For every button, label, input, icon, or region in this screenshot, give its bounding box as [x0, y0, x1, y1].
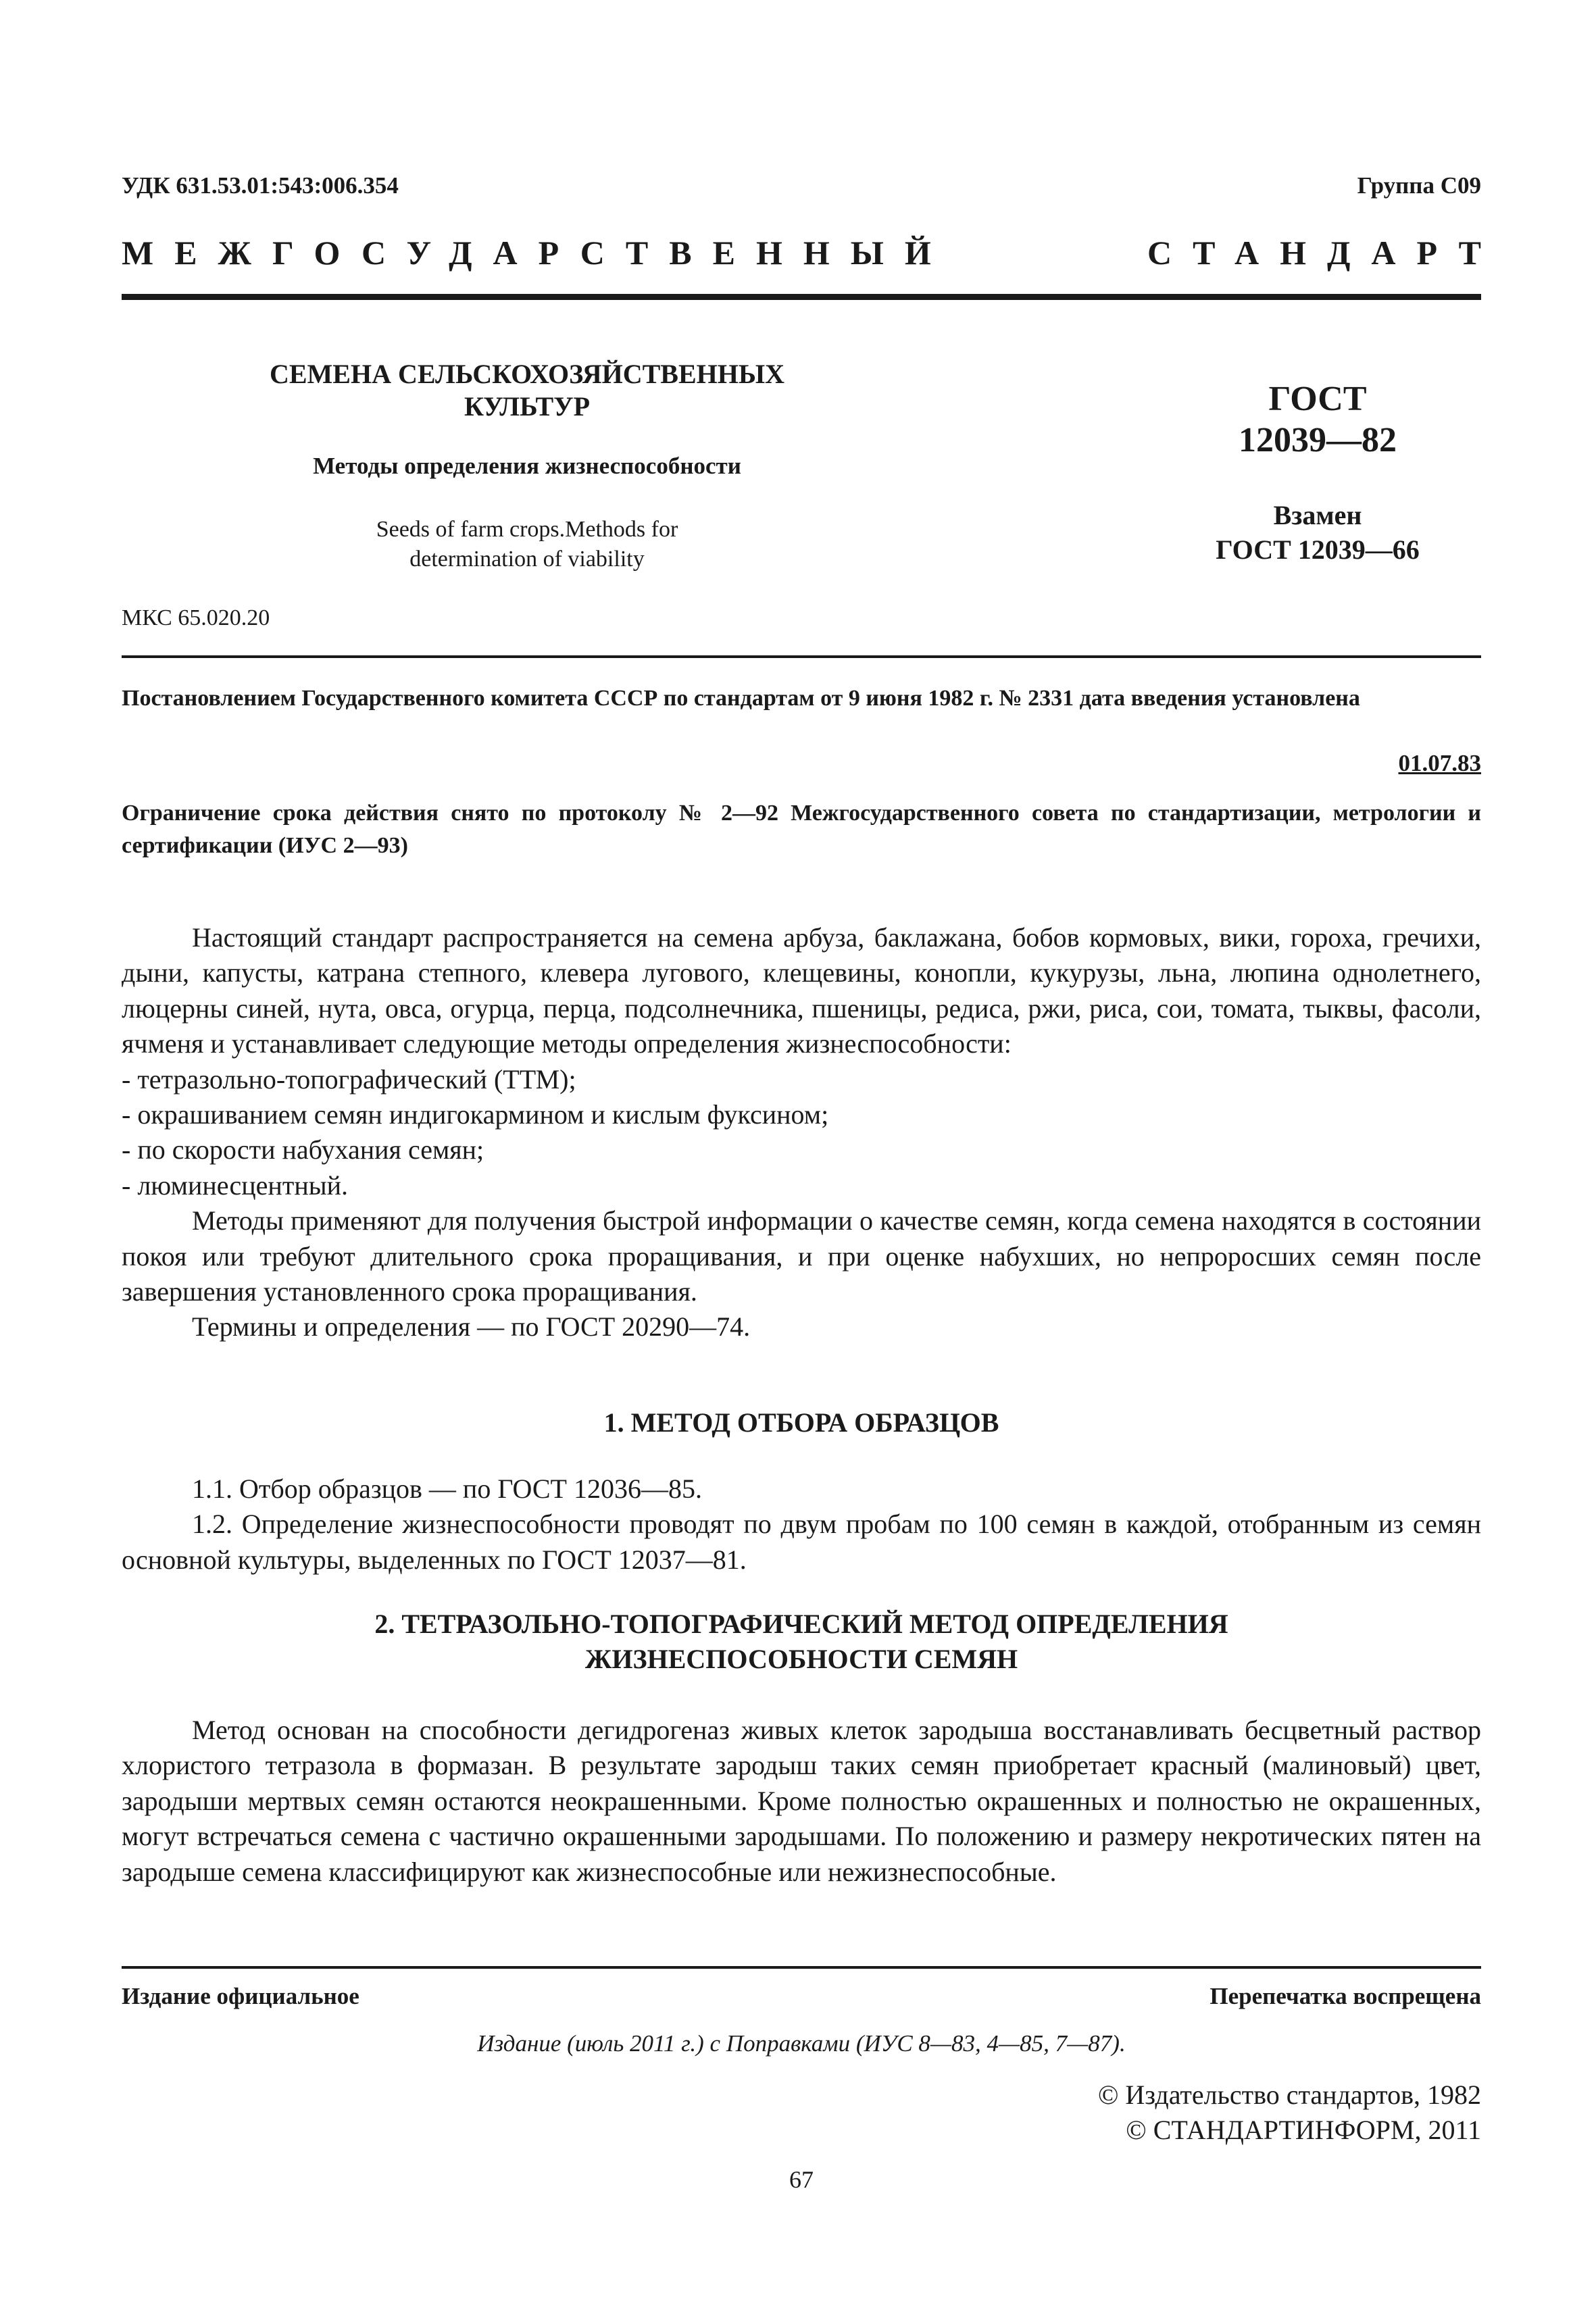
gost-designation — [1176, 378, 1460, 461]
section-2-body — [122, 1713, 1481, 1890]
methods-paragraph: Методы применяют для получения быстрой информации о качестве семян, когда семена находятся в состоянии покоя или требуют длительного срока проращивания, и при оценке набухших, но непроросших семян после завершения установленного срока проращивания. — [122, 1205, 1481, 1307]
english-title — [223, 515, 831, 574]
gost-number: 12039—82 — [1239, 421, 1397, 460]
limitation-note: Ограничение срока действия снято по протоколу № 2—92 Межгосударственного совета по стандартизации, метрологии и сертификации (ИУС 2—93) — [122, 801, 1481, 858]
page-number: 67 — [789, 2166, 814, 2193]
udk-code: УДК 631.53.01:543:006.354 — [122, 172, 399, 199]
gost-block — [1176, 378, 1460, 567]
mks-code: МКС 65.020.20 — [122, 605, 270, 630]
standard-type-right: СТАНДАРТ — [1147, 234, 1502, 272]
copyright-block — [1098, 2078, 1481, 2148]
group-code: Группа С09 — [1357, 172, 1481, 199]
list-item: - окрашиванием семян индигокармином и кислым фуксином; — [122, 1099, 829, 1130]
replaces-label: Взамен — [1273, 499, 1362, 530]
english-title-line1: Seeds of farm crops.Methods for — [376, 517, 678, 542]
section-2-title — [122, 1607, 1481, 1677]
decree-text: Постановлением Государственного комитета СССР по стандартам от 9 июня 1982 г. № 2331 дата введения установлена — [122, 686, 1360, 711]
clause-1-1: 1.1. Отбор образцов — по ГОСТ 12036—85. — [192, 1474, 702, 1504]
standard-type-left: МЕЖГОСУДАРСТВЕННЫЙ — [122, 234, 952, 272]
title-block — [223, 358, 831, 574]
copyright-line1: © Издательство стандартов, 1982 — [1097, 2080, 1481, 2110]
list-item: - тетразольно-топографический (ТТМ); — [122, 1063, 576, 1095]
intro-section — [122, 920, 1481, 1345]
list-item: - по скорости набухания семян; — [122, 1134, 484, 1165]
document-subtitle: Методы определения жизнеспособности — [313, 453, 741, 479]
section-2-title-line2: ЖИЗНЕСПОСОБНОСТИ СЕМЯН — [584, 1644, 1018, 1674]
footer-rule — [122, 1966, 1481, 1969]
section-1-body — [122, 1472, 1481, 1578]
title-rule — [122, 655, 1481, 658]
header-rule — [122, 294, 1481, 300]
method-paragraph: Метод основан на способности дегидрогеназ живых клеток зародыша восстанавливать бесцветный раствор хлористого тетразола в формазан. В результате зародыш таких семян приобретает красный (малиновый) цвет, зародыши мертвых семян остаются неокрашенными. Кроме полностью окрашенных и полностью не окрашенных, могут встречаться семена с частично окрашенными зародышами. По положению и размеру некротических пятен на зародыше семена классифицируют как жизнеспособные или нежизнеспособные. — [122, 1715, 1481, 1887]
edition-note: Издание (июль 2011 г.) с Поправками (ИУС 8—83, 4—85, 7—87). — [477, 2030, 1126, 2057]
gost-label: ГОСТ — [1268, 380, 1367, 418]
copyright-line2: © СТАНДАРТИНФОРМ, 2011 — [1126, 2115, 1481, 2145]
clause-1-2: 1.2. Определение жизнеспособности проводят по двум пробам по 100 семян в каждой, отобранным из семян основной культуры, выделенных по ГОСТ 12037—81. — [122, 1509, 1481, 1575]
english-title-line2: determination of viability — [409, 547, 645, 572]
intro-paragraph: Настоящий стандарт распространяется на семена арбуза, баклажана, бобов кормовых, вики, гороха, гречихи, дыни, капусты, катрана степного, клевера лугового, клещевины, конопли, кукурузы, льна, люпина однолетнего, люцерны синей, нута, овса, огурца, перца, подсолнечника, пшеницы, редиса, ржи, риса, сои, томата, тыквы, фасоли, ячменя и устанавливает следующие методы определения жизнеспособности: — [122, 922, 1481, 1059]
replaces-block — [1176, 498, 1460, 567]
document-title: СЕМЕНА СЕЛЬСКОХОЗЯЙСТВЕННЫХ КУЛЬТУР — [269, 359, 785, 422]
replaces-number: ГОСТ 12039—66 — [1216, 534, 1420, 565]
document-page — [122, 0, 1502, 2314]
official-edition-label: Издание официальное — [122, 1983, 359, 2009]
list-item: - люминесцентный. — [122, 1169, 348, 1201]
introduction-date: 01.07.83 — [1398, 750, 1481, 776]
section-1-title: 1. МЕТОД ОТБОРА ОБРАЗЦОВ — [603, 1407, 999, 1438]
reprint-prohibited-label: Перепечатка воспрещена — [1210, 1983, 1481, 2009]
terms-paragraph: Термины и определения — по ГОСТ 20290—74. — [192, 1311, 751, 1342]
section-2-title-line1: 2. ТЕТРАЗОЛЬНО-ТОПОГРАФИЧЕСКИЙ МЕТОД ОПРЕДЕЛЕНИЯ — [374, 1609, 1228, 1639]
